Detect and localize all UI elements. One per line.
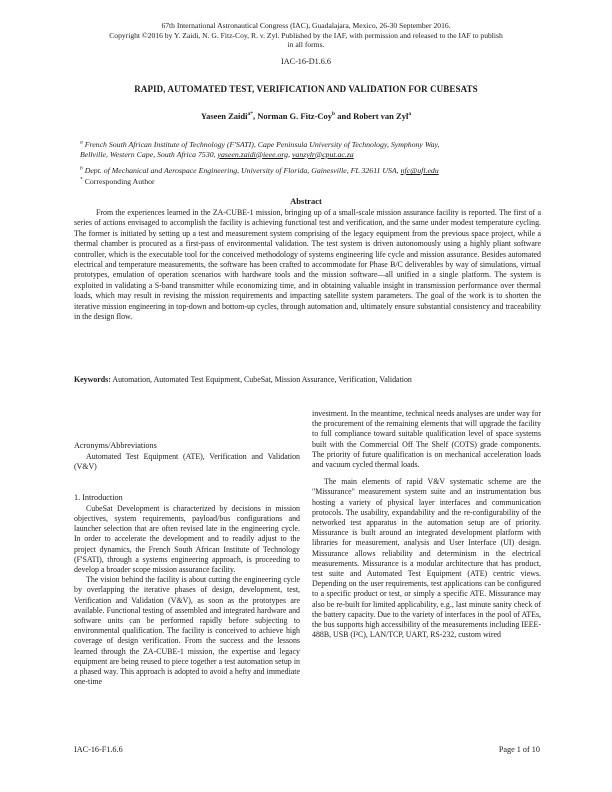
abstract-heading: Abstract [290, 196, 322, 206]
footer-paper-id: IAC-16-F1.6.6 [74, 745, 123, 754]
email-separator: , [288, 149, 292, 159]
author-1: Yaseen Zaidi [200, 111, 248, 121]
abstract-text: From the experiences learned in the ZA-CUBE-1 mission, bringing up of a small-scale mission assurance facility is reported. The first of a series of actions envisaged to accomplish the facility is achieving functional test and verification, and the same under modest temperature cycling. The former is initiated by setting up a test and measurement system comprising of the legacy equipment from the previous space project, while a thermal chamber is procured as a first-pass of environmental validation. The test system is driven autonomously using a highly pliant software controller, which is the executable tool for the conceived methodology of systems engineering life cycle and mission assurance. Besides automated electrical and temperature measurements, the software has been crafted to accommodate for Phase B/C deliverables by way of simulations, virtual prototypes, emulation of operation scenarios with hardware tools and the mission software—all unified in a single platform. The system is exploited in validating a S-band transmitter while economizing time, and in obtaining valuable insight in transmission performance over thermal loads, which may result in revising the mission requirements and impacting satellite system parameters. The goal of the work is to shorten the iterative mission engineering in top-down and bottom-up cycles, through automation and, ultimately ensure substantial consistency and traceability in the design flow. [74, 208, 541, 322]
author-1-mark: a* [247, 111, 253, 118]
copyright-line: Copyright ©2016 by Y. Zaidi, N. G. Fitz-Coy, R. v. Zyl. Published by the IAF, with permission and released to the IAF to publish [109, 30, 503, 40]
paper-title: RAPID, AUTOMATED TEST, VERIFICATION AND VALIDATION FOR CUBESATS [134, 84, 478, 94]
author-2-mark: b [332, 111, 336, 118]
acronyms-text: Automated Test Equipment (ATE), Verification and Validation (V&V) [74, 452, 300, 472]
right-paragraph-2: The main elements of rapid V&V systematic scheme are the "Missurance" measurement system suite and an instrumentation bus hosting a variety of physical layer interfaces and communication protocols. The usability, expandability and the re-configurability of the networked test apparatus in the automation setup are of priority. Missurance is built around an integrated development platform with libraries for measurement, analysis and User Interface (UI) design. Missurance allows reliability and determinism in the electrical measurements. Missurance is a modular architecture that has product, test suite and Automated Test Equipment (ATE) centric views. Depending on the user requirements, test applications can be configured to a specific product or test, or simply a specific ATE. Missurance may also be re-built for limited applicability, e.g., last minute sanity check of the battery capacity. Due to the variety of interfaces in the pool of ATEs, the bus supports high accessibility of the measurements including IEEE-488B, USB (I²C), LAN/TCP, UART, RS-232, custom wired [312, 477, 541, 640]
author-2: , Norman G. Fitz-Coy [252, 111, 333, 121]
acronyms-heading: Acronyms/Abbreviations [74, 441, 157, 450]
author-list [0, 111, 612, 121]
footer-page-number: Page 1 of 10 [498, 745, 540, 754]
affiliation-b [80, 166, 550, 176]
affiliation-a-text-cont: Bellville, Western Cape, South Africa 7530, [80, 149, 218, 159]
affiliation-a-text: French South African Institute of Technology (F'SATI), Cape Peninsula University of Technology, Symphony Way, [84, 140, 440, 149]
right-paragraph-1: investment. In the meantime, technical needs analyses are under way for the procurement of the remaining elements that will upgrade the facility to full compliance toward suitable qualification level of space systems built with the Commercial Off The Shelf (COTS) grade components. The priority of future qualification is on mechanical acceleration loads and vacuum cycled thermal loads. [312, 409, 541, 470]
intro-paragraph-1: CubeSat Development is characterized by decisions in mission objectives, system requirements, payload/bus configurations and launcher selection that are often revised late in the engineering cycle. In order to accelerate the development and to readily adjust to the project dynamics, the French South African Institute of Technology (F'SATI), through a systems engineering approach, is proceeding to develop a broader scope mission assurance facility. [74, 503, 300, 575]
affiliation-b-text: Dept. of Mechanical and Aerospace Engineering, University of Florida, Gainesville, FL 32611 USA, [84, 166, 401, 175]
corresponding-text: Corresponding Author [84, 177, 155, 186]
keywords [74, 375, 541, 385]
email-link-zaidi[interactable]: yaseen.zaidi@ieee.org [217, 149, 289, 159]
author-3: and Robert van Zyl [335, 111, 409, 121]
affiliation-a [80, 140, 550, 159]
email-link-vanzyl[interactable]: vanzylr@cput.ac.za [291, 149, 354, 159]
corresponding-mark: * [80, 176, 83, 183]
keywords-label: Keywords: [74, 375, 111, 384]
conference-header-line: 67th International Astronautical Congress (IAC), Guadalajara, Mexico, 26-30 September 2016. [161, 21, 451, 30]
email-link-fitzcoy[interactable]: nfc@ufl.edu [400, 166, 439, 175]
affiliation-a-mark: a [80, 139, 83, 146]
paper-id: IAC-16-D1.6.6 [280, 57, 332, 66]
keywords-text: Automation, Automated Test Equipment, CubeSat, Mission Assurance, Verification, Validation [110, 375, 412, 384]
introduction-heading: 1. Introduction [74, 492, 123, 502]
intro-paragraph-2: The vision behind the facility is about cutting the engineering cycle by overlapping the iterative phases of design, development, test, Verification and Validation (V&V), as soon as the prototypes are available. Functional testing of assembled and integrated hardware and software units can be performed rapidly before subjecting to environmental qualification. The facility is conceived to achieve high coverage of design verification. From the success and the lessons learned through the ZA-CUBE-1 mission, the expertise and legacy equipment are being reused to piece together a test automation setup in a phased way. This approach is adopted to avoid a hefty and immediate one-time [74, 575, 300, 687]
corresponding-author-note [80, 177, 550, 187]
copyright-line-cont: in all forms. [287, 40, 325, 49]
affiliation-b-mark: b [80, 165, 83, 172]
author-3-mark: a [408, 111, 412, 118]
left-column [74, 441, 300, 687]
right-column [312, 409, 541, 640]
